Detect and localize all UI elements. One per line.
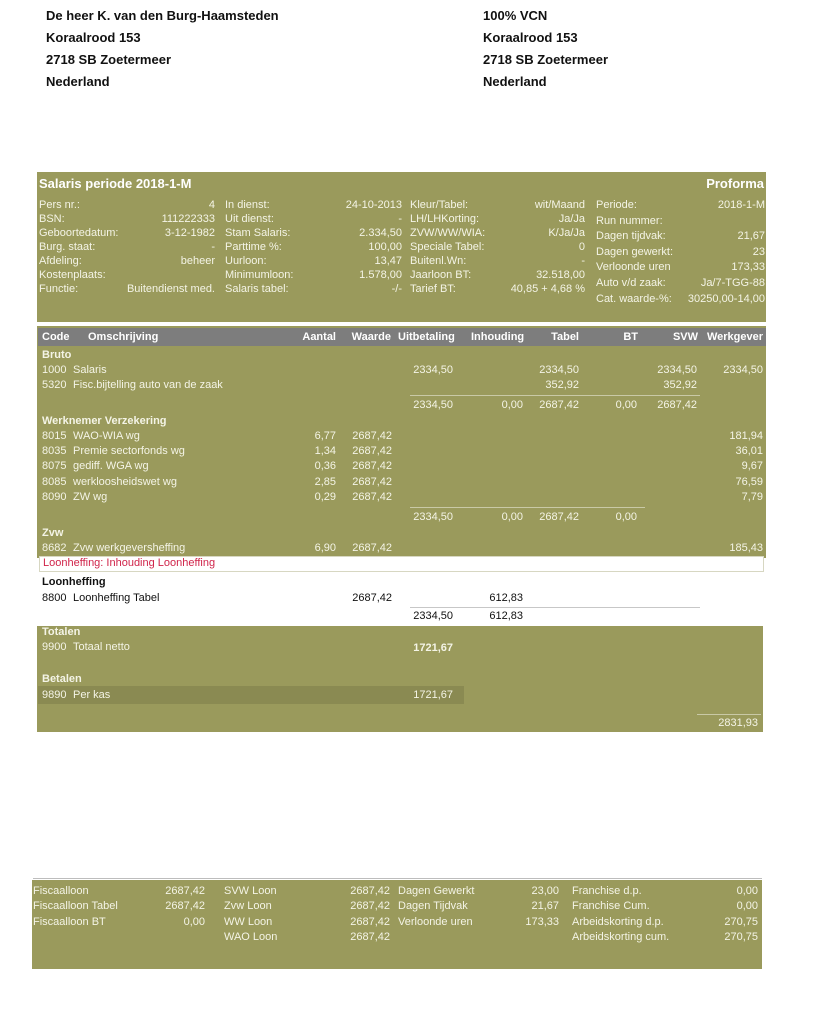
header-col1 <box>39 198 215 296</box>
row-waarde: 2687,42 <box>352 491 392 503</box>
row-code: 1000 <box>42 364 67 376</box>
field-label: Arbeidskorting cum. <box>572 930 670 943</box>
row-waarde: 2687,42 <box>352 445 392 457</box>
footer-col2 <box>224 884 390 945</box>
field-label: Functie: <box>39 283 79 295</box>
section-title: Bruto <box>42 349 72 361</box>
row-code: 8085 <box>42 476 67 488</box>
header-col4 <box>596 198 765 307</box>
field-label: Periode: <box>596 199 637 211</box>
address-line: 2718 SB Zoetermeer <box>483 52 609 67</box>
row-code: 8800 <box>42 592 67 604</box>
row-werkgever: 7,79 <box>741 491 763 503</box>
row-aantal: 0,36 <box>314 460 336 472</box>
field-value: Ja/Ja <box>558 213 585 225</box>
field-value: wit/Maand <box>534 199 585 211</box>
subtotal-uitbetaling: 2334,50 <box>413 610 453 622</box>
field-value: 2.334,50 <box>359 227 402 239</box>
subtotal-inhouding: 0,00 <box>501 511 523 523</box>
field-label: Auto v/d zaak: <box>596 276 666 289</box>
field-value: 23 <box>752 245 765 258</box>
row-werkgever: 181,94 <box>729 430 763 442</box>
row-svw: 2334,50 <box>657 364 697 376</box>
field-value: 0,00 <box>736 885 758 897</box>
footer-col1 <box>33 884 205 930</box>
field-label: Franchise d.p. <box>572 885 642 897</box>
field-value: 1.578,00 <box>359 269 402 281</box>
field-label: Kostenplaats: <box>39 269 106 281</box>
subtotal-inhouding: 0,00 <box>501 399 523 411</box>
field-label: BSN: <box>39 213 65 225</box>
table-panel-upper <box>37 326 766 558</box>
row-uitbetaling: 2334,50 <box>413 364 453 376</box>
row-aantal: 2,85 <box>314 476 336 488</box>
field-label: Buitenl.Wn: <box>410 255 467 267</box>
field-value: - <box>211 241 215 253</box>
field-label: Fiscaalloon BT <box>33 915 106 928</box>
row-aantal: 0,29 <box>314 491 336 503</box>
address-line: Nederland <box>46 74 110 89</box>
field-label: Franchise Cum. <box>572 900 650 913</box>
row-svw: 352,92 <box>663 379 697 391</box>
field-label: WW Loon <box>224 915 273 928</box>
col-uitbetaling: Uitbetaling <box>398 331 455 343</box>
section-title: Zvw <box>42 527 64 539</box>
field-value: 100,00 <box>368 241 402 253</box>
field-label: Tarief BT: <box>410 283 456 295</box>
field-label: Kleur/Tabel: <box>410 199 469 211</box>
field-value: 0,00 <box>736 900 758 913</box>
address-line: Koraalrood 153 <box>46 30 141 45</box>
row-waarde: 2687,42 <box>352 460 392 472</box>
subtotal-svw: 2687,42 <box>657 399 697 411</box>
proforma-label: Proforma <box>706 176 764 191</box>
row-desc: WAO-WIA wg <box>73 430 140 442</box>
row-desc: werkloosheidswet wg <box>73 476 177 488</box>
address-line: 100% VCN <box>483 8 548 23</box>
field-value: 32.518,00 <box>536 269 585 281</box>
row-desc: Fisc.bijtelling auto van de zaak <box>73 379 223 391</box>
subtotal-tabel: 2687,42 <box>539 399 579 411</box>
field-label: LH/LHKorting: <box>410 213 480 225</box>
divider <box>410 507 645 508</box>
field-value: 0,00 <box>183 915 205 928</box>
row-code: 8682 <box>42 542 67 554</box>
row-werkgever: 36,01 <box>735 445 763 457</box>
row-werkgever: 76,59 <box>735 476 763 488</box>
section-title: Werknemer Verzekering <box>42 415 167 427</box>
field-value: 3-12-1982 <box>164 227 215 239</box>
section-title: Totalen <box>42 626 81 638</box>
row-inhouding: 612,83 <box>489 592 523 604</box>
subtotal-uitbetaling: 2334,50 <box>413 511 453 523</box>
row-code: 9900 <box>42 641 67 653</box>
field-value: 2687,42 <box>350 930 390 943</box>
field-value: 2018-1-M <box>717 199 765 211</box>
row-tabel: 2334,50 <box>539 364 579 376</box>
row-desc: Per kas <box>73 689 111 701</box>
table-header <box>38 328 766 346</box>
row-desc: gediff. WGA wg <box>73 460 149 472</box>
field-value: 111222333 <box>161 213 215 225</box>
row-werkgever: 185,43 <box>729 542 763 554</box>
warning-row <box>39 556 764 572</box>
col-svw: SVW <box>672 331 698 343</box>
row-desc: Premie sectorfonds wg <box>73 445 185 457</box>
field-value: - <box>398 213 402 225</box>
field-value: K/Ja/Ja <box>548 227 585 239</box>
row-aantal: 1,34 <box>314 445 336 457</box>
col-werkgever: Werkgever <box>706 331 763 343</box>
row-waarde: 2687,42 <box>352 592 392 604</box>
row-code: 9890 <box>42 689 67 701</box>
divider <box>410 607 700 608</box>
field-value: 40,85 + 4,68 % <box>510 283 585 295</box>
subtotal-uitbetaling: 2334,50 <box>413 399 453 411</box>
footer-col4 <box>572 884 758 945</box>
field-label: Verloonde uren <box>398 915 473 928</box>
col-tabel: Tabel <box>551 331 579 343</box>
row-werkgever: 2334,50 <box>723 364 763 376</box>
row-desc: Loonheffing Tabel <box>73 592 160 604</box>
field-label: Verloonde uren <box>596 261 671 274</box>
field-value: 21,67 <box>737 230 765 243</box>
footer-col3 <box>398 884 559 930</box>
field-value: 2687,42 <box>165 885 205 897</box>
row-desc: Zvw werkgeversheffing <box>73 542 186 554</box>
field-label: Dagen tijdvak: <box>596 230 666 243</box>
field-label: Speciale Tabel: <box>410 241 485 253</box>
field-value: 0 <box>578 241 585 253</box>
field-label: Cat. waarde-%: <box>596 292 672 305</box>
address-line: Koraalrood 153 <box>483 30 578 45</box>
address-line: De heer K. van den Burg-Haamsteden <box>46 8 279 23</box>
period-title: Salaris periode 2018-1-M <box>39 176 192 191</box>
subtotal-bt: 0,00 <box>615 511 637 523</box>
footer-divider <box>33 878 762 879</box>
field-label: Afdeling: <box>39 255 82 267</box>
row-uitbetaling: 1721,67 <box>413 689 453 701</box>
field-label: Uit dienst: <box>225 213 274 225</box>
field-value: 2687,42 <box>165 900 205 913</box>
section-title: Loonheffing <box>42 576 106 588</box>
field-label: Geboortedatum: <box>39 227 119 239</box>
field-label: Jaarloon BT: <box>410 269 472 281</box>
field-label: Parttime %: <box>225 241 282 253</box>
col-code: Code <box>42 331 70 343</box>
field-label: Stam Salaris: <box>225 227 291 239</box>
field-label: Dagen Gewerkt <box>398 885 475 897</box>
row-waarde: 2687,42 <box>352 430 392 442</box>
row-aantal: 6,90 <box>314 542 336 554</box>
row-aantal: 6,77 <box>314 430 336 442</box>
field-value: 270,75 <box>724 915 758 928</box>
field-value: 173,33 <box>525 915 559 928</box>
row-code: 8015 <box>42 430 67 442</box>
field-label: Dagen Tijdvak <box>398 900 468 913</box>
employer-address <box>483 5 608 93</box>
col-aantal: Aantal <box>302 331 336 343</box>
row-desc: Salaris <box>73 364 107 376</box>
subtotal-bt: 0,00 <box>615 399 637 411</box>
field-label: Fiscaalloon Tabel <box>33 900 118 913</box>
field-label: WAO Loon <box>224 930 278 943</box>
field-label: Salaris tabel: <box>225 283 289 295</box>
field-value: Ja/7-TGG-88 <box>700 276 765 289</box>
subtotal-tabel: 2687,42 <box>539 511 579 523</box>
section-title: Betalen <box>42 673 82 685</box>
field-label: Zvw Loon <box>224 900 272 913</box>
field-label: Arbeidskorting d.p. <box>572 915 664 928</box>
field-label: Dagen gewerkt: <box>596 245 674 258</box>
row-waarde: 2687,42 <box>352 476 392 488</box>
field-label: In dienst: <box>225 199 270 211</box>
field-label: Fiscaalloon <box>33 885 89 897</box>
row-code: 8035 <box>42 445 67 457</box>
field-value: 23,00 <box>531 885 559 897</box>
field-value: 24-10-2013 <box>345 199 402 211</box>
row-werkgever: 9,67 <box>741 460 763 472</box>
field-value: 2687,42 <box>350 885 390 897</box>
field-value: 30250,00-14,00 <box>687 292 765 305</box>
field-label: Burg. staat: <box>39 241 96 253</box>
row-tabel: 352,92 <box>545 379 579 391</box>
row-waarde: 2687,42 <box>352 542 392 554</box>
row-code: 8075 <box>42 460 67 472</box>
divider <box>410 395 700 396</box>
field-value: - <box>581 255 585 267</box>
employee-address <box>46 5 279 93</box>
col-waarde: Waarde <box>351 331 391 343</box>
address-line: Nederland <box>483 74 547 89</box>
payment-row <box>38 686 464 704</box>
field-label: Pers nr.: <box>39 199 80 211</box>
field-value: beheer <box>180 255 215 267</box>
address-line: 2718 SB Zoetermeer <box>46 52 172 67</box>
field-value: 2687,42 <box>350 900 390 913</box>
field-value: 270,75 <box>724 930 758 943</box>
field-label: Uurloon: <box>225 255 267 267</box>
field-value: 173,33 <box>731 261 765 274</box>
field-value: Buitendienst med. <box>126 283 215 295</box>
col-omschrijving: Omschrijving <box>88 331 159 343</box>
field-label: Minimumloon: <box>225 269 294 281</box>
field-label: ZVW/WW/WIA: <box>410 227 486 239</box>
subtotal-inhouding: 612,83 <box>489 610 523 622</box>
field-value: 21,67 <box>531 900 559 913</box>
header-col2 <box>225 198 402 296</box>
divider <box>697 714 761 715</box>
col-inhouding: Inhouding <box>471 331 525 343</box>
field-value: -/- <box>391 283 402 295</box>
col-bt: BT <box>623 331 638 343</box>
row-code: 8090 <box>42 491 67 503</box>
field-label: Run nummer: <box>596 214 663 227</box>
field-value: 4 <box>208 199 215 211</box>
werkgever-total: 2831,93 <box>718 717 758 729</box>
field-value: 13,47 <box>374 255 402 267</box>
row-code: 5320 <box>42 379 67 391</box>
field-label: SVW Loon <box>224 885 277 897</box>
header-col3 <box>410 198 585 296</box>
row-desc: Totaal netto <box>73 641 130 653</box>
field-value: 2687,42 <box>350 915 390 928</box>
warning-text: Loonheffing: Inhouding Loonheffing <box>43 557 216 569</box>
row-desc: ZW wg <box>73 491 108 503</box>
net-total: 1721,67 <box>413 642 453 654</box>
